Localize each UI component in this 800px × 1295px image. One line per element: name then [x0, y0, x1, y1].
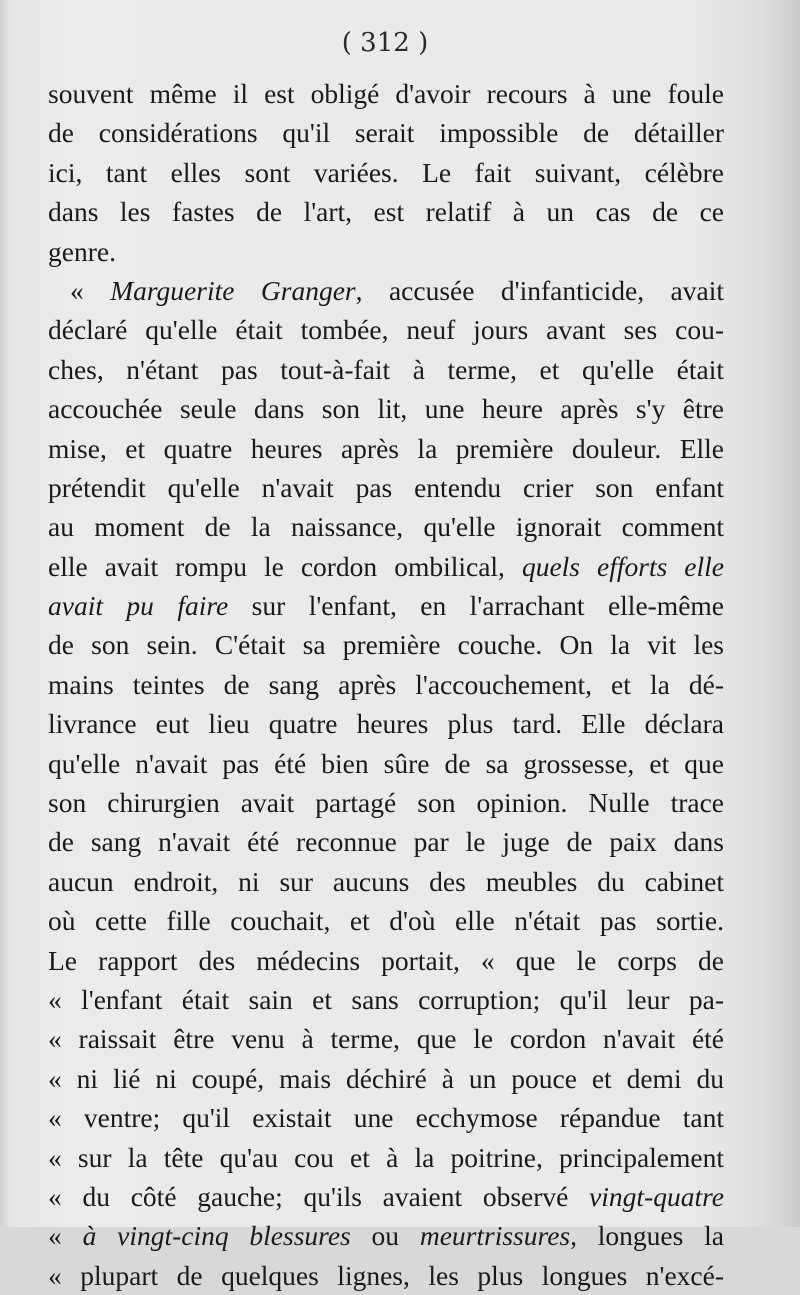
text-line — [48, 232, 724, 271]
text-segment: de son sein. C'était sa première couche. On la vit les — [48, 629, 724, 661]
italic-text-segment: à vingt-cinq blessures — [82, 1220, 351, 1252]
text-line — [48, 468, 724, 507]
text-segment: aucun endroit, ni sur aucuns des meubles du cabinet — [48, 865, 724, 897]
text-segment: « raissait être venu à terme, que le cordon n'avait été — [48, 1023, 724, 1055]
text-segment: de sang n'avait été reconnue par le juge de paix dans — [48, 826, 724, 858]
text-line — [48, 941, 724, 980]
italic-text-segment: quels efforts elle — [521, 550, 724, 582]
text-line — [48, 783, 724, 822]
text-segment: mains teintes de sang après l'accouchement, et la dé- — [48, 668, 724, 700]
text-segment: accouchée seule dans son lit, une heure après s'y être — [48, 393, 724, 425]
text-line — [48, 547, 724, 586]
text-line — [48, 625, 724, 664]
text-line — [48, 744, 724, 783]
text-segment: « plupart de quelques lignes, les plus longues n'excé- — [48, 1259, 724, 1291]
text-segment: , accusée d'infanticide, avait — [355, 274, 725, 306]
text-line — [48, 1256, 724, 1295]
text-line — [48, 113, 724, 152]
text-segment: où cette fille couchait, et d'où elle n'était pas sortie. — [48, 905, 724, 937]
text-segment: « du côté gauche; qu'ils avaient observé — [48, 1180, 590, 1212]
text-segment: « ni lié ni coupé, mais déchiré à un pouce et demi du — [48, 1062, 724, 1094]
italic-text-segment: meurtrissures — [419, 1220, 571, 1252]
text-segment: souvent même il est obligé d'avoir recours à une foule — [48, 78, 724, 109]
text-line — [48, 665, 724, 704]
text-segment: genre. — [48, 235, 116, 267]
text-line — [48, 192, 724, 231]
text-segment: dans les fastes de l'art, est relatif à un cas de ce — [48, 196, 724, 228]
body-text — [48, 74, 724, 1295]
text-line — [48, 1138, 724, 1177]
text-line — [48, 74, 724, 113]
text-line — [48, 507, 724, 546]
text-segment: Le rapport des médecins portait, « que le corps de — [48, 944, 724, 976]
text-line — [48, 350, 724, 389]
text-line — [48, 586, 724, 625]
text-line — [48, 1019, 724, 1058]
text-line — [48, 822, 724, 861]
text-line — [48, 1216, 724, 1255]
text-segment: qu'elle n'avait pas été bien sûre de sa grossesse, et que — [48, 747, 724, 779]
text-line — [48, 271, 724, 310]
text-segment: déclaré qu'elle était tombée, neuf jours avant ses cou- — [48, 314, 724, 346]
text-segment: ici, tant elles sont variées. Le fait suivant, célèbre — [48, 156, 724, 188]
text-line — [48, 310, 724, 349]
text-segment: prétendit qu'elle n'avait pas entendu crier son enfant — [48, 471, 724, 503]
text-line — [48, 1177, 724, 1216]
text-line — [48, 153, 724, 192]
text-segment: ou — [350, 1220, 420, 1252]
text-line — [48, 704, 724, 743]
page-number: ( 312 ) — [341, 28, 429, 58]
text-segment: son chirurgien avait partagé son opinion. Nulle trace — [48, 787, 724, 819]
text-segment: sur l'enfant, en l'arrachant elle-même — [228, 590, 724, 622]
text-segment: mise, et quatre heures après la première douleur. Elle — [48, 432, 724, 464]
text-segment: « — [48, 1220, 83, 1252]
text-line — [48, 1098, 724, 1137]
italic-text-segment: avait pu faire — [48, 590, 229, 622]
text-segment: livrance eut lieu quatre heures plus tard. Elle déclara — [48, 708, 724, 740]
text-line — [48, 1059, 724, 1098]
text-line — [48, 429, 724, 468]
text-line — [48, 862, 724, 901]
italic-text-segment: Marguerite Granger — [110, 274, 356, 306]
text-segment: « — [70, 274, 111, 306]
text-segment: elle avait rompu le cordon ombilical, — [48, 550, 522, 582]
italic-text-segment: vingt-quatre — [589, 1180, 724, 1212]
text-segment: « l'enfant était sain et sans corruption; qu'il leur pa- — [48, 983, 724, 1015]
text-segment: « ventre; qu'il existait une ecchymose répandue tant — [48, 1102, 724, 1134]
text-segment: , longues la — [570, 1220, 724, 1252]
text-segment: ches, n'étant pas tout-à-fait à terme, et qu'elle était — [48, 353, 724, 385]
text-line — [48, 980, 724, 1019]
text-segment: de considérations qu'il serait impossible de détailler — [48, 117, 724, 149]
text-segment: « sur la tête qu'au cou et à la poitrine, principalement — [48, 1141, 724, 1173]
text-segment: au moment de la naissance, qu'elle ignorait comment — [48, 511, 724, 543]
text-line — [48, 901, 724, 940]
text-line — [48, 389, 724, 428]
